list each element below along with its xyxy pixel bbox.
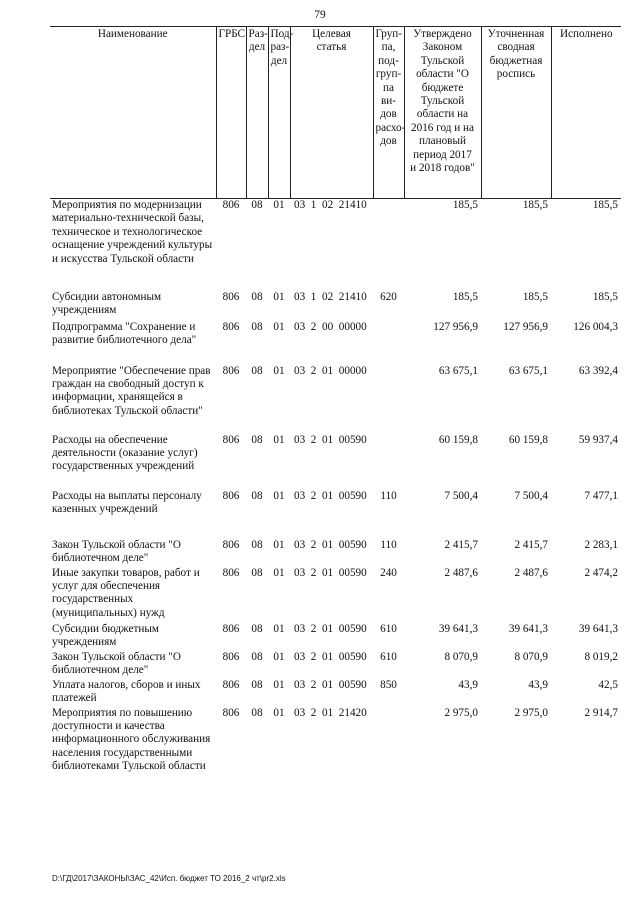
budget-table	[50, 26, 621, 807]
row-podrazdel: 01	[273, 678, 285, 691]
row-name: Иные закупки товаров, работ и услуг для обеспечения государственных (муниципальных) нужд	[52, 566, 200, 619]
row-grbs: 806	[222, 489, 240, 502]
header-ispolneno-label: Исполнено	[559, 28, 613, 40]
row-utverzhdeno: 7 500,4	[444, 489, 478, 502]
row-vid-rashodov	[373, 434, 404, 490]
row-csr: 03 2 01 00590	[294, 538, 367, 551]
table-row	[50, 490, 621, 539]
table-row	[50, 651, 621, 679]
row-name: Мероприятия по модернизации материально-технической базы, техническое и технологическое оснащение учреждений культуры и искусства Тульской области	[52, 199, 213, 265]
row-grbs: 806	[222, 706, 240, 719]
row-name: Субсидии автономным учреждениям	[52, 290, 162, 316]
row-csr: 03 2 01 00000	[294, 364, 367, 377]
row-grbs: 806	[222, 364, 240, 377]
row-utverzhdeno: 2 415,7	[444, 538, 478, 551]
row-vid-rashodov	[373, 365, 404, 434]
row-podrazdel: 01	[273, 199, 285, 211]
row-utverzhdeno: 185,5	[452, 290, 478, 303]
row-ispolneno: 185,5	[592, 290, 618, 303]
table-row	[50, 199, 621, 291]
row-name: Подпрограмма "Сохранение и развитие библиотечного дела"	[52, 320, 197, 346]
row-csr: 03 1 02 21410	[294, 199, 367, 211]
row-ispolneno: 39 641,3	[578, 622, 618, 635]
header-razdel	[246, 27, 268, 199]
row-razdel: 08	[251, 489, 263, 502]
header-name-label: Наименование	[97, 28, 168, 40]
row-name: Расходы на обеспечение деятельности (оказание услуг) государственных учреждений	[52, 433, 198, 473]
row-grbs: 806	[222, 290, 240, 303]
row-ispolneno: 2 283,1	[584, 538, 618, 551]
row-vid-rashodov	[373, 707, 404, 807]
header-podrazdel	[268, 27, 294, 199]
row-podrazdel: 01	[273, 650, 285, 663]
row-razdel: 08	[251, 706, 263, 719]
table-row	[50, 434, 621, 490]
row-vid-rashodov: 610	[380, 650, 397, 663]
header-utochnennaya-label: Уточненная сводная бюджетная роспись	[487, 28, 545, 81]
row-csr: 03 1 02 21410	[294, 290, 367, 303]
row-csr: 03 2 01 00590	[294, 489, 367, 502]
row-name: Субсидии бюджетным учреждениям	[52, 622, 159, 648]
table-row	[50, 707, 621, 807]
page-number: 79	[314, 9, 326, 21]
header-csr-label: Целевая статья	[312, 28, 351, 54]
row-vid-rashodov	[373, 321, 404, 365]
row-grbs: 806	[222, 650, 240, 663]
row-vid-rashodov: 110	[380, 489, 397, 502]
row-utochnennaya: 127 956,9	[503, 320, 548, 333]
file-path-footer: D:\ГД\2017\ЗАКОНЫ\ЗАС_42\Исп. бюджет ТО 2016_2 чт\pr2.xls	[52, 874, 286, 883]
row-ispolneno: 42,5	[598, 678, 618, 691]
row-csr: 03 2 01 00590	[294, 622, 367, 635]
row-razdel: 08	[251, 538, 263, 551]
row-utochnennaya: 185,5	[522, 290, 548, 303]
row-vid-rashodov: 240	[380, 566, 397, 579]
row-razdel: 08	[251, 622, 263, 635]
row-vid-rashodov: 620	[380, 290, 397, 303]
row-razdel: 08	[251, 290, 263, 303]
row-podrazdel: 01	[273, 320, 285, 333]
row-podrazdel: 01	[273, 566, 285, 579]
row-name: Мероприятия по повышению доступности и качества информационного обслуживания населения государственными библиотеками Тульской области	[52, 706, 211, 773]
table-body	[50, 199, 621, 807]
row-csr: 03 2 01 00590	[294, 650, 367, 663]
row-podrazdel: 01	[273, 364, 285, 377]
row-name: Закон Тульской области "О библиотечном деле"	[52, 650, 181, 676]
row-ispolneno: 185,5	[592, 199, 618, 211]
row-vid-rashodov: 610	[380, 622, 397, 635]
row-utochnennaya: 2 415,7	[514, 538, 548, 551]
row-razdel: 08	[251, 320, 263, 333]
table-row	[50, 567, 621, 623]
row-utochnennaya: 185,5	[522, 199, 548, 211]
row-csr: 03 2 00 00000	[294, 320, 367, 333]
row-utverzhdeno: 39 641,3	[438, 622, 478, 635]
header-name	[50, 27, 216, 199]
header-podrazdel-label: Под- раз- дел	[270, 28, 294, 67]
row-utochnennaya: 63 675,1	[508, 364, 548, 377]
row-podrazdel: 01	[273, 538, 285, 551]
header-gruppa-label: Груп- па, под- груп- па ви- дов расхо- дов	[375, 28, 406, 148]
row-ispolneno: 2 474,2	[584, 566, 618, 579]
header-grbs	[216, 27, 246, 199]
row-podrazdel: 01	[273, 290, 285, 303]
row-name: Расходы на выплаты персоналу казенных учреждений	[52, 489, 202, 515]
row-grbs: 806	[222, 320, 240, 333]
row-name: Уплата налогов, сборов и иных платежей	[52, 678, 201, 704]
table-row	[50, 321, 621, 365]
row-ispolneno: 2 914,7	[584, 706, 618, 719]
row-utverzhdeno: 2 975,0	[444, 706, 478, 719]
row-utverzhdeno: 185,5	[452, 199, 478, 211]
row-ispolneno: 126 004,3	[573, 320, 618, 333]
table-row	[50, 365, 621, 434]
row-razdel: 08	[251, 650, 263, 663]
row-ispolneno: 8 019,2	[584, 650, 618, 663]
header-utochnennaya	[481, 27, 551, 199]
header-razdel-label: Раз- дел	[248, 28, 268, 54]
row-utverzhdeno: 8 070,9	[444, 650, 478, 663]
row-ispolneno: 63 392,4	[578, 364, 618, 377]
row-csr: 03 2 01 00590	[294, 566, 367, 579]
table-row	[50, 291, 621, 321]
header-grbs-label: ГРБС	[218, 28, 245, 40]
row-podrazdel: 01	[273, 433, 285, 446]
row-utochnennaya: 2 487,6	[514, 566, 548, 579]
row-grbs: 806	[222, 622, 240, 635]
row-podrazdel: 01	[273, 706, 285, 719]
row-csr: 03 2 01 00590	[294, 433, 367, 446]
row-utochnennaya: 2 975,0	[514, 706, 548, 719]
row-csr: 03 2 01 00590	[294, 678, 367, 691]
table-row	[50, 679, 621, 707]
row-ispolneno: 7 477,1	[584, 489, 618, 502]
row-vid-rashodov: 850	[380, 678, 397, 691]
header-gruppa	[373, 27, 404, 199]
row-razdel: 08	[251, 433, 263, 446]
row-utochnennaya: 43,9	[528, 678, 548, 691]
header-utverzhdeno	[404, 27, 481, 199]
row-utochnennaya: 39 641,3	[508, 622, 548, 635]
table-header-row	[50, 27, 621, 199]
row-utochnennaya: 8 070,9	[514, 650, 548, 663]
row-razdel: 08	[251, 199, 263, 211]
row-name: Закон Тульской области "О библиотечном деле"	[52, 538, 181, 564]
row-grbs: 806	[222, 566, 240, 579]
row-utverzhdeno: 2 487,6	[444, 566, 478, 579]
row-csr: 03 2 01 21420	[294, 706, 367, 719]
row-grbs: 806	[222, 538, 240, 551]
header-csr	[290, 27, 373, 199]
row-utochnennaya: 7 500,4	[514, 489, 548, 502]
row-podrazdel: 01	[273, 489, 285, 502]
row-grbs: 806	[222, 433, 240, 446]
table-row	[50, 623, 621, 651]
table-row	[50, 539, 621, 567]
row-grbs: 806	[222, 199, 240, 211]
row-utverzhdeno: 60 159,8	[438, 433, 478, 446]
row-razdel: 08	[251, 566, 263, 579]
row-razdel: 08	[251, 364, 263, 377]
row-razdel: 08	[251, 678, 263, 691]
row-utochnennaya: 60 159,8	[508, 433, 548, 446]
row-vid-rashodov: 110	[380, 538, 397, 551]
header-utverzhdeno-label: Утверждено Законом Тульской области "О бюджете Тульской области на 2016 год и на плановый период 2017 и 2018 годов"	[410, 28, 475, 175]
header-ispolneno	[551, 27, 621, 199]
row-utverzhdeno: 63 675,1	[438, 364, 478, 377]
row-vid-rashodov	[373, 199, 404, 291]
row-ispolneno: 59 937,4	[578, 433, 618, 446]
row-utverzhdeno: 43,9	[458, 678, 478, 691]
row-utverzhdeno: 127 956,9	[433, 320, 478, 333]
row-grbs: 806	[222, 678, 240, 691]
row-podrazdel: 01	[273, 622, 285, 635]
row-name: Мероприятие "Обеспечение прав граждан на свободный доступ к информации, хранящейся в библиотеках Тульской области"	[52, 364, 211, 417]
